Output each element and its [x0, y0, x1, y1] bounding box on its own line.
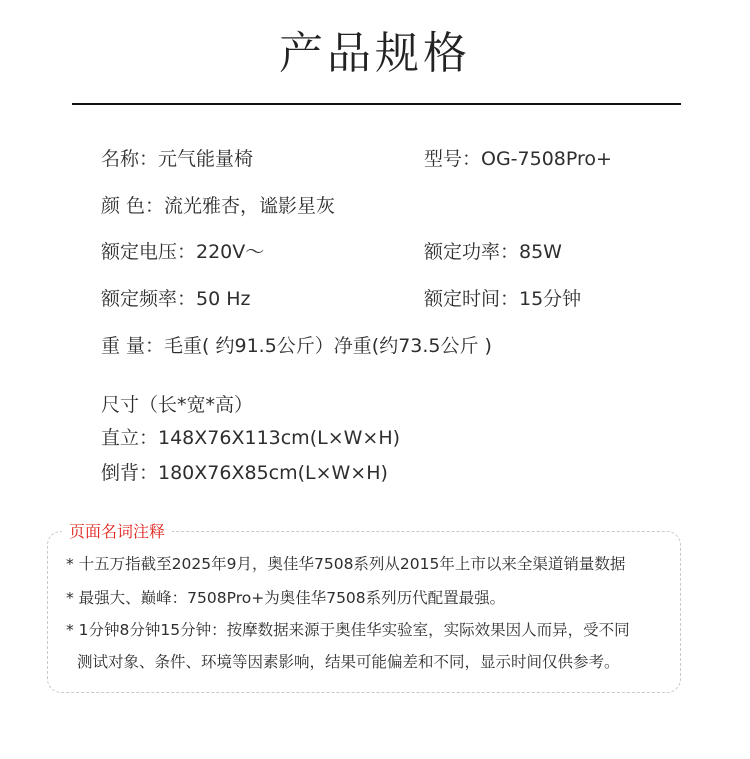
spec-power: 额定功率：85W: [424, 241, 562, 263]
spec-color: 颜 色：流光雅杏，谧影星灰: [101, 195, 336, 217]
title-divider: [72, 103, 681, 105]
dimensions-heading: 尺寸（长*宽*高）: [101, 394, 254, 416]
spec-model: 型号：OG-7508Pro+: [424, 148, 612, 170]
spec-voltage: 额定电压：220V～: [101, 241, 265, 263]
note-item-3-line-2: 测试对象、条件、环境等因素影响，结果可能偏差和不同，显示时间仅供参考。: [77, 653, 620, 671]
spec-name: 名称：元气能量椅: [101, 148, 254, 170]
spec-time: 额定时间：15分钟: [424, 288, 582, 310]
note-item-3-line-1: * 1分钟8分钟15分钟：按摩数据来源于奥佳华实验室，实际效果因人而异，受不同: [66, 621, 630, 639]
notes-title: 页面名词注释: [62, 521, 172, 543]
spec-weight: 重 量：毛重( 约91.5公斤）净重(约73.5公斤 ): [101, 335, 492, 357]
page-title: 产品规格: [279, 28, 471, 79]
note-item-1: * 十五万指截至2025年9月，奥佳华7508系列从2015年上市以来全渠道销量数据: [66, 555, 626, 573]
note-item-2: * 最强大、巅峰：7508Pro+为奥佳华7508系列历代配置最强。: [66, 589, 506, 607]
dimensions-reclined: 倒背：180X76X85cm(L×W×H): [101, 462, 388, 484]
spec-frequency: 额定频率：50 Hz: [101, 288, 251, 310]
dimensions-upright: 直立：148X76X113cm(L×W×H): [101, 427, 401, 449]
